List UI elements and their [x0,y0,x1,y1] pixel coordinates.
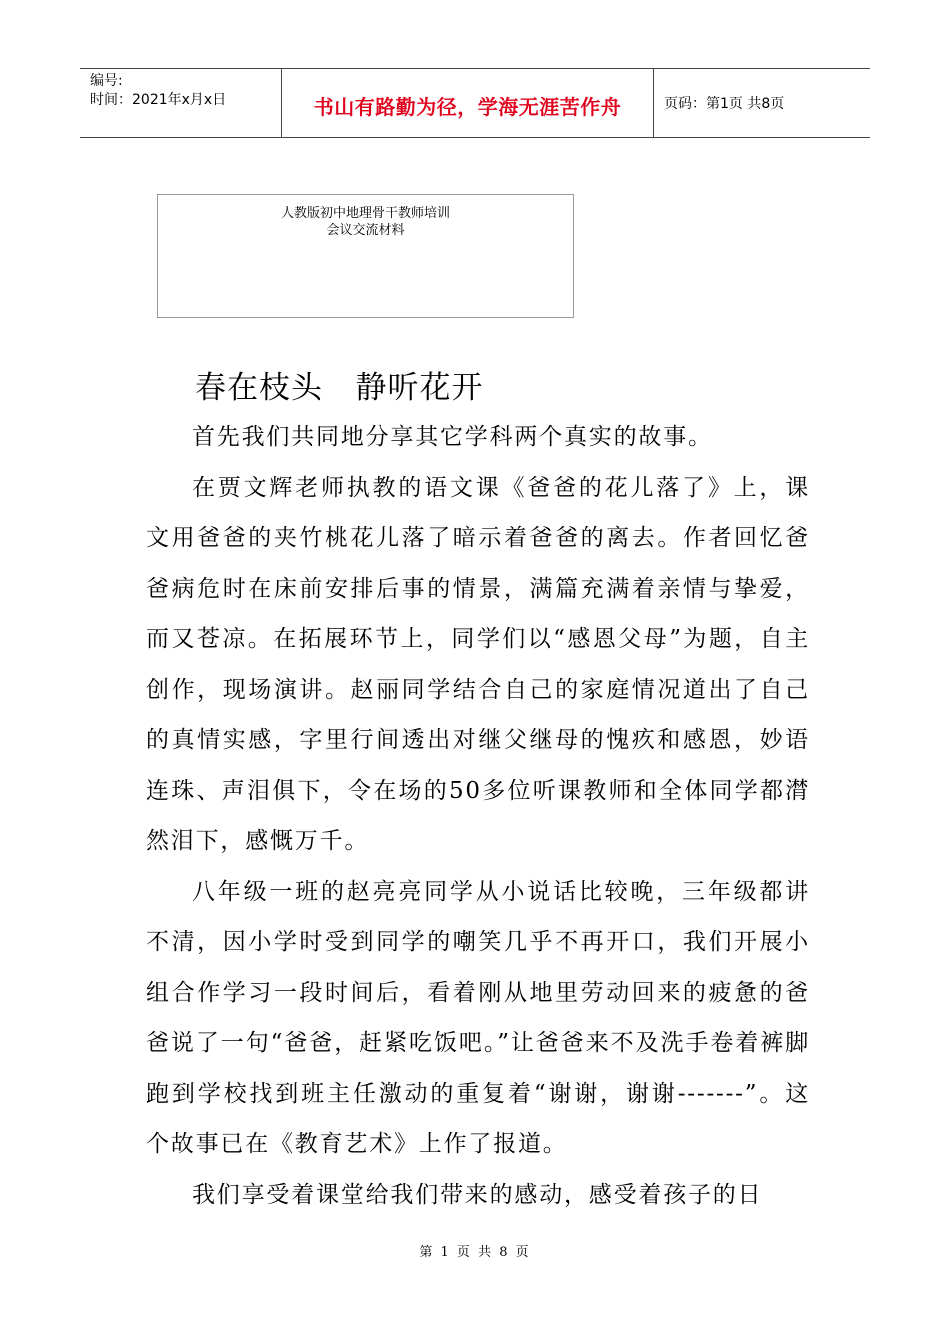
header-page-info [654,69,870,137]
document-title: 春在枝头 静听花开 [195,370,484,406]
page-info-text: 页码：第1页 共8页 [664,96,785,112]
page-footer: 第 1 页 共 8 页 [419,1245,531,1260]
motto-text: 书山有路勤为径，学海无涯苦作舟 [313,95,622,119]
serial-label: 编号: [90,73,123,89]
info-box-line1: 人教版初中地理骨干教师培训 [280,206,450,221]
paragraph: 八年级一班的赵亮亮同学从小说话比较晚，三年级都讲不清，因小学时受到同学的嘲笑几乎不再开口，我们开展小组合作学习一段时间后，看着刚从地里劳动回来的疲惫的爸爸说了一句“爸爸，赶紧吃饭吧。”让爸爸来不及洗手卷着裤脚跑到学校找到班主任激动的重复着“谢谢，谢谢-------”。这个故事已在《教育艺术》上作了报道。 [146,878,810,1157]
header-motto [282,69,654,137]
time-label: 时间：2021年x月x日 [90,92,227,108]
document-body [146,412,810,1220]
document-header [80,68,870,138]
info-box-line2: 会议交流材料 [326,223,405,238]
paragraph: 首先我们共同地分享其它学科两个真实的故事。 [192,424,713,450]
info-box [157,194,574,318]
paragraph: 我们享受着课堂给我们带来的感动，感受着孩子的日 [192,1181,763,1208]
paragraph: 在贾文辉老师执教的语文课《爸爸的花儿落了》上，课文用爸爸的夹竹桃花儿落了暗示着爸爸的离去。作者回忆爸爸病危时在床前安排后事的情景，满篇充满着亲情与挚爱，而又苍凉。在拓展环节上，同学们以“感恩父母”为题，自主创作，现场演讲。赵丽同学结合自己的家庭情况道出了自己的真情实感，字里行间透出对继父继母的愧疚和感恩，妙语连珠、声泪俱下，令在场的50多位听课教师和全体同学都潸然泪下，感慨万千。 [146,474,810,854]
header-meta [80,69,282,137]
